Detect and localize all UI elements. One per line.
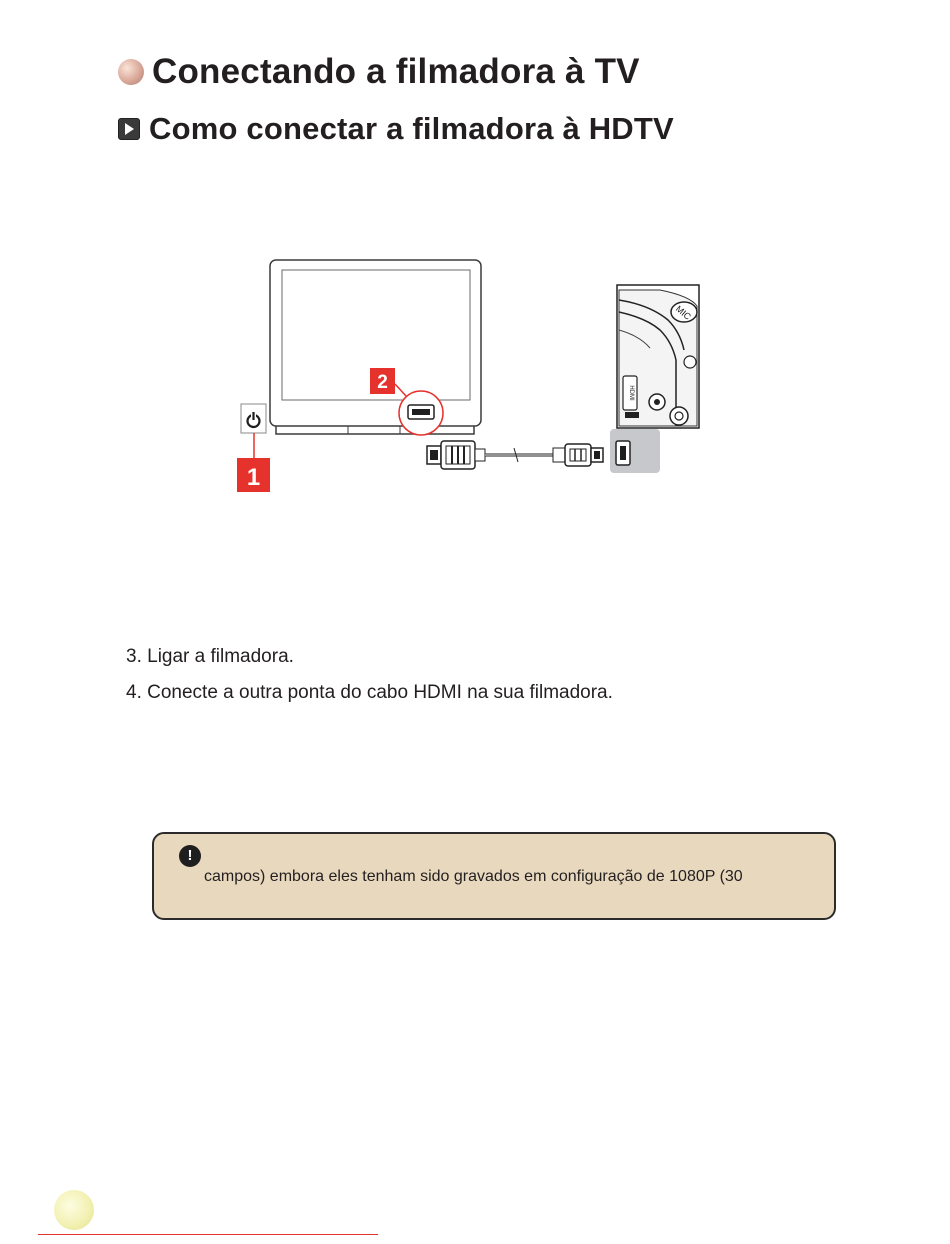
- step-item: 4. Conecte a outra ponta do cabo HDMI na sua filmadora.: [126, 682, 613, 703]
- camcorder-icon: [617, 285, 699, 428]
- callout-1-label: 1: [246, 464, 261, 491]
- footer-divider: [38, 1234, 378, 1235]
- callout-1: [237, 458, 270, 492]
- mic-label: MIC: [673, 303, 693, 322]
- tv-icon: [270, 260, 481, 434]
- subsection-title: Como conectar a filmadora à HDTV: [149, 111, 674, 146]
- hdmi-label: HDMI: [628, 385, 634, 401]
- callout-2-label: 2: [377, 372, 388, 393]
- camcorder-hdmi-port-icon: [610, 429, 660, 473]
- connection-illustration: [0, 0, 950, 560]
- power-button-icon: [241, 404, 266, 458]
- step-item: 3. Ligar a filmadora.: [126, 646, 294, 667]
- exclamation-icon: !: [179, 845, 201, 867]
- hdmi-cable-icon: [427, 441, 603, 469]
- note-box: [152, 832, 836, 920]
- hdmi-port-icon: [399, 391, 443, 435]
- note-text: campos) embora eles tenham sido gravados em configuração de 1080P (30: [204, 868, 743, 885]
- page-number-badge: [54, 1190, 94, 1230]
- section-title: Conectando a filmadora à TV: [152, 52, 640, 91]
- step-list: [126, 639, 613, 711]
